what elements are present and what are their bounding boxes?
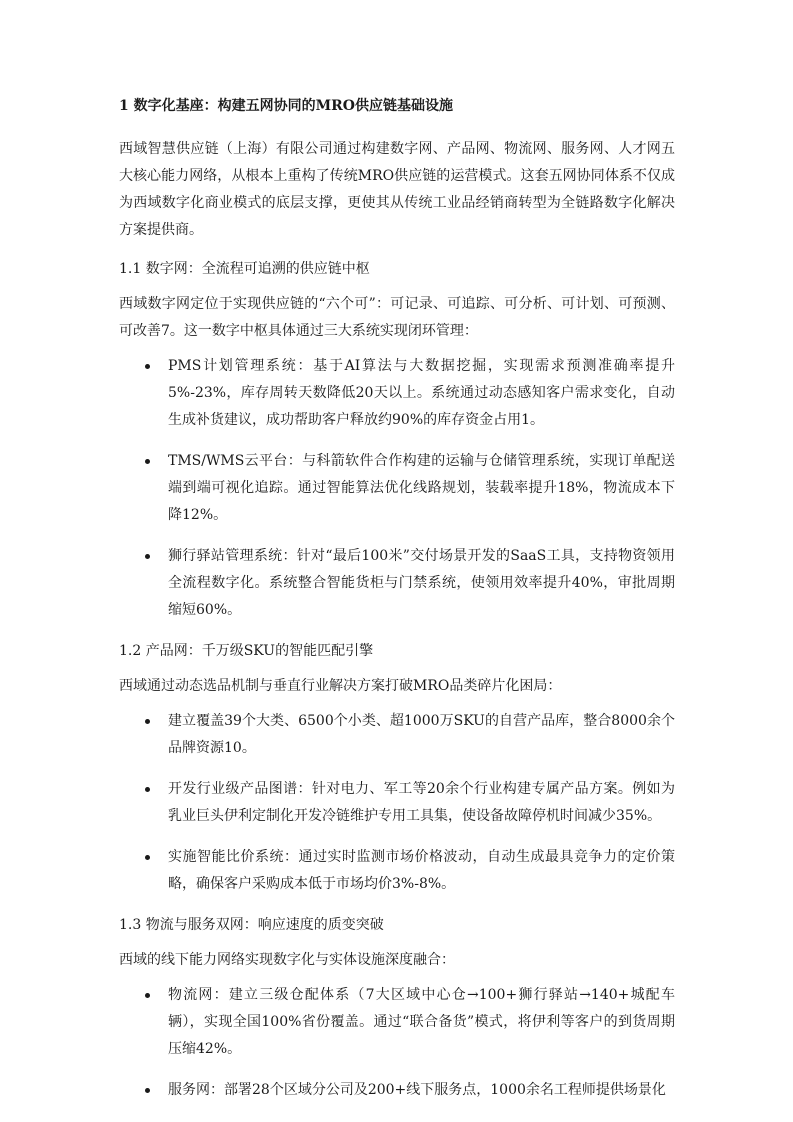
list-item [119,776,675,830]
list-item-text: PMS计划管理系统：基于AI算法与大数据挖掘，实现需求预测准确率提升5%-23%，库存周转天数降低20天以上。系统通过动态感知客户需求变化，自动生成补货建议，成功帮助客户释放约90%的库存资金占用1。 [168,358,675,428]
bullet-icon [145,1088,150,1093]
section-1-1-intro: 西域数字网定位于实现供应链的“六个可”：可记录、可追踪、可分析、可计划、可预测、可改善7。这一数字中枢具体通过三大系统实现闭环管理： [119,296,675,339]
list-item [119,982,675,1063]
bullet-icon [145,787,150,792]
section-1-1-heading: 1.1 数字网：全流程可追溯的供应链中枢 [119,261,370,277]
section-1-2-intro: 西域通过动态选品机制与垂直行业解决方案打破MRO品类碎片化困局： [119,678,562,694]
bullet-icon [145,459,150,464]
list-item [119,844,675,898]
bullet-icon [145,855,150,860]
section-1-heading: 1 数字化基座：构建五网协同的MRO供应链基础设施 [119,98,453,114]
section-1-3-heading: 1.3 物流与服务双网：响应速度的质变突破 [119,917,384,933]
section-1-2-heading: 1.2 产品网：千万级SKU的智能匹配引擎 [119,643,374,659]
list-item-text: TMS/WMS云平台：与科箭软件合作构建的运输与仓储管理系统，实现订单配送端到端可视化追踪。通过智能算法优化线路规划，装载率提升18%，物流成本下降12%。 [168,453,675,523]
document-body [119,93,675,1118]
bullet-icon [145,554,150,559]
list-item [119,543,675,624]
section-1-3-list [119,982,675,1104]
list-item-text: 实施智能比价系统：通过实时监测市场价格波动，自动生成最具竞争力的定价策略，确保客户采购成本低于市场均价3%-8%。 [168,849,675,892]
bullet-icon [145,993,150,998]
list-item-text: 服务网：部署28个区域分公司及200+线下服务点，1000余名工程师提供场景化 [168,1082,666,1098]
bullet-icon [145,719,150,724]
list-item-text: 物流网：建立三级仓配体系（7大区域中心仓→100+狮行驿站→140+城配车辆），实现全国100%省份覆盖。通过“联合备货”模式，将伊利等客户的到货周期压缩42%。 [168,987,675,1057]
section-1-3-intro: 西域的线下能力网络实现数字化与实体设施深度融合： [119,952,455,968]
section-1-2-list [119,708,675,898]
bullet-icon [145,364,150,369]
list-item [119,448,675,529]
list-item-text: 狮行驿站管理系统：针对“最后100米”交付场景开发的SaaS工具，支持物资领用全流程数字化。系统整合智能货柜与门禁系统，使领用效率提升40%，审批周期缩短60%。 [168,548,675,618]
section-1-intro: 西域智慧供应链（上海）有限公司通过构建数字网、产品网、物流网、服务网、人才网五大核心能力网络，从根本上重构了传统MRO供应链的运营模式。这套五网协同体系不仅成为西域数字化商业模式的底层支撑，更使其从传统工业品经销商转型为全链路数字化解决方案提供商。 [119,141,675,238]
list-item-text: 建立覆盖39个大类、6500个小类、超1000万SKU的自营产品库，整合8000余个品牌资源10。 [168,713,675,756]
section-1-1-list [119,353,675,624]
list-item [119,353,675,434]
list-item [119,1077,675,1104]
list-item-text: 开发行业级产品图谱：针对电力、军工等20余个行业构建专属产品方案。例如为乳业巨头伊利定制化开发冷链维护专用工具集，使设备故障停机时间减少35%。 [168,781,675,824]
list-item [119,708,675,762]
